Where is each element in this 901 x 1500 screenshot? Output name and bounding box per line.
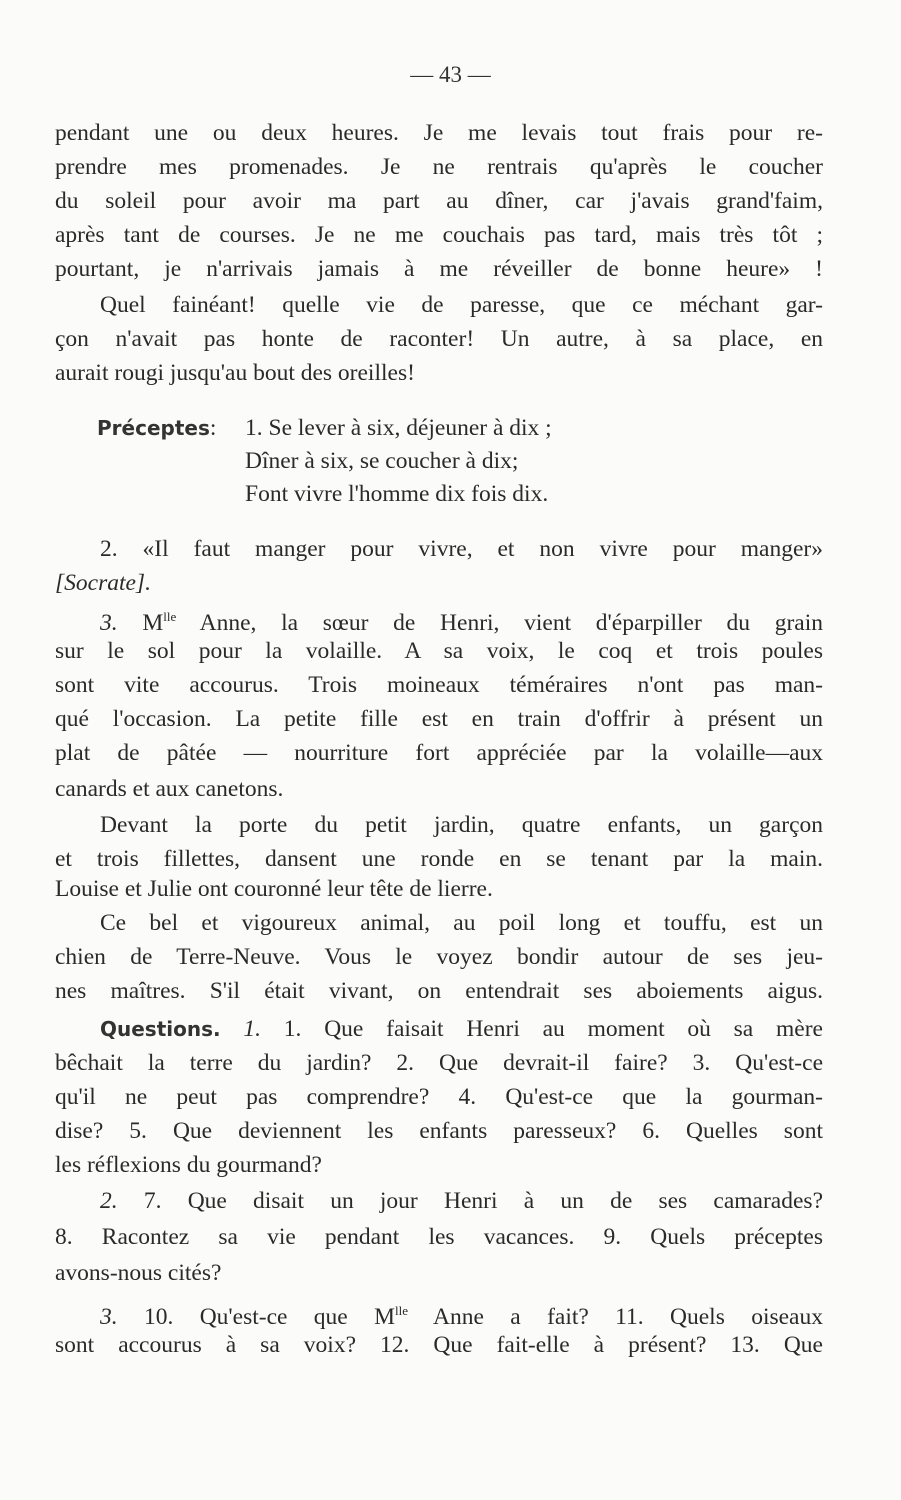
text-line: pourtant, je n'arrivais jamais à me réveiller de bonne heure» ! <box>55 256 823 282</box>
text-line: canards et aux canetons. <box>55 776 284 802</box>
questions-3-line: 3. 10. Qu'est-ce que $M^{lle}$ Anne a fait? 11. Quels oiseaux <box>100 1303 823 1330</box>
text-line: çon n'avait pas honte de raconter! Un autre, à sa place, en <box>55 326 823 352</box>
text-line: plat de pâtée — nourriture fort appréciée par la volaille—aux <box>55 740 823 766</box>
precept-source: [Socrate]. <box>55 570 151 596</box>
text-line: aurait rougi jusqu'au bout des oreilles! <box>55 360 415 386</box>
questions-first-line: Questions. 1. 1. Que faisait Henri au moment où sa mère <box>100 1016 823 1042</box>
text-line: du soleil pour avoir ma part au dîner, car j'avais grand'faim, <box>55 188 823 214</box>
verse-line: 1. Se lever à six, déjeuner à dix ; <box>245 415 552 441</box>
preceptes-label: Préceptes <box>97 416 210 440</box>
text-line: dise? 5. Que deviennent les enfants paresseux? 6. Quelles sont <box>55 1118 823 1144</box>
text-line: qué l'occasion. La petite fille est en train d'offrir à présent un <box>55 706 823 732</box>
text-line: sont vite accourus. Trois moineaux téméraires n'ont pas man- <box>55 672 823 698</box>
text-line: après tant de courses. Je ne me couchais pas tard, mais très tôt ; <box>55 222 823 248</box>
verse-line: Font vivre l'homme dix fois dix. <box>245 481 549 507</box>
text-line: 8. Racontez sa vie pendant les vacances. 9. Quels préceptes <box>55 1224 823 1250</box>
text-line: sont accourus à sa voix? 12. Que fait-elle à présent? 13. Que <box>55 1332 823 1358</box>
text-line: bêchait la terre du jardin? 2. Que devrait-il faire? 3. Qu'est-ce <box>55 1050 823 1076</box>
questions-label: Questions. <box>100 1017 221 1041</box>
verse-line: Dîner à six, se coucher à dix; <box>245 448 519 474</box>
text-line: Louise et Julie ont couronné leur tête de lierre. <box>55 876 493 902</box>
precept-2: 2. «Il faut manger pour vivre, et non vivre pour manger» <box>100 536 823 562</box>
text-line: chien de Terre-Neuve. Vous le voyez bondir autour de ses jeu- <box>55 944 823 970</box>
text-line: nes maîtres. S'il était vivant, on entendrait ses aboiements aigus. <box>55 978 823 1004</box>
text-line: Quel fainéant! quelle vie de paresse, que ce méchant gar- <box>100 292 823 318</box>
text-line: sur le sol pour la volaille. A sa voix, le coq et trois poules <box>55 638 823 664</box>
text-line: avons-nous cités? <box>55 1260 222 1286</box>
text-line: Ce bel et vigoureux animal, au poil long et touffu, est un <box>100 910 823 936</box>
text-line: qu'il ne peut pas comprendre? 4. Qu'est-ce que la gourman- <box>55 1084 823 1110</box>
text-line: les réflexions du gourmand? <box>55 1152 322 1178</box>
page-number: — 43 — <box>410 62 491 87</box>
text-line: Devant la porte du petit jardin, quatre enfants, un garçon <box>100 812 823 838</box>
text-line: prendre mes promenades. Je ne rentrais qu'après le coucher <box>55 154 823 180</box>
text-line: pendant une ou deux heures. Je me levais tout frais pour re- <box>55 120 823 146</box>
questions-2-line: 2. 7. Que disait un jour Henri à un de ses camarades? <box>100 1188 823 1214</box>
preceptes-heading: Préceptes: <box>97 415 217 441</box>
section3-first-line: 3. $M^{lle}$ Anne, la sœur de Henri, vient d'éparpiller du grain <box>100 609 823 636</box>
text-line: et trois fillettes, dansent une ronde en se tenant par la main. <box>55 846 823 872</box>
